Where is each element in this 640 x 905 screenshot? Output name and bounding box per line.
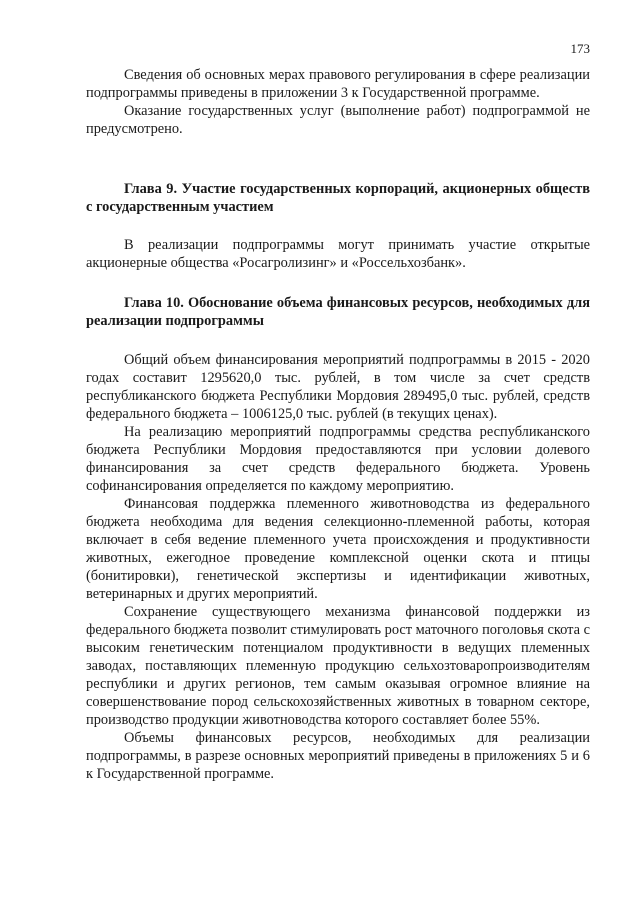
- intro-section: [86, 66, 590, 138]
- paragraph-services: Оказание государственных услуг (выполнение работ) подпрограммой не предусмотрено.: [86, 103, 590, 137]
- paragraph-regulation: Сведения об основных мерах правового регулирования в сфере реализации подпрограммы приведены в приложении 3 к Государственной программе.: [86, 67, 590, 101]
- paragraph-mechanism: Сохранение существующего механизма финансовой поддержки из федерального бюджета позволит стимулировать рост маточного поголовья скота с высоким генетическим потенциалом продуктивности в ведущих племенных заводах, поставляющих племенную продукцию сельхозтоваропроизводителям республики и других регионов, тем самым оказывая огромное влияние на совершенствование пород сельскохозяйственных животных в товарном секторе, производство продукции животноводства которого составляет более 55%.: [86, 604, 590, 728]
- chapter9-heading: Глава 9. Участие государственных корпораций, акционерных обществ с государственным участием: [86, 181, 590, 215]
- paragraph-cofinancing: На реализацию мероприятий подпрограммы средства республиканского бюджета Республики Мордовия предоставляются при условии долевого финансирования за счет средств федерального бюджета. Уровень софинансирования определяется по каждому мероприятию.: [86, 424, 590, 494]
- chapter10-heading: Глава 10. Обоснование объема финансовых ресурсов, необходимых для реализации подпрограммы: [86, 295, 590, 329]
- page-number: 173: [570, 41, 590, 56]
- paragraph-breeding-support: Финансовая поддержка племенного животноводства из федерального бюджета необходима для ведения селекционно-племенной работы, которая включает в себя ведение племенного учета происхождения и продуктивности животных, ежегодное проведение комплексной оценки скота и птицы (бонитировки), генетической экспертизы и идентификации животных, ветеринарных и других мероприятий.: [86, 496, 590, 602]
- paragraph-resources: Объемы финансовых ресурсов, необходимых для реализации подпрограммы, в разрезе основных мероприятий приведены в приложениях 5 и 6 к Государственной программе.: [86, 730, 590, 782]
- chapter10-body: [86, 351, 590, 783]
- chapter9-heading-block: [86, 180, 590, 216]
- paragraph-total-funding: Общий объем финансирования мероприятий подпрограммы в 2015 - 2020 годах составит 1295620,0 тыс. рублей, в том числе за счет средств республиканского бюджета Республики Мордовия 289495,0 тыс. рублей, средств федерального бюджета – 1006125,0 тыс. рублей (в текущих ценах).: [86, 352, 590, 422]
- chapter10-heading-block: [86, 294, 590, 330]
- paragraph-participants: В реализации подпрограммы могут принимать участие открытые акционерные общества «Росагролизинг» и «Россельхозбанк».: [86, 237, 590, 271]
- chapter9-body: [86, 236, 590, 272]
